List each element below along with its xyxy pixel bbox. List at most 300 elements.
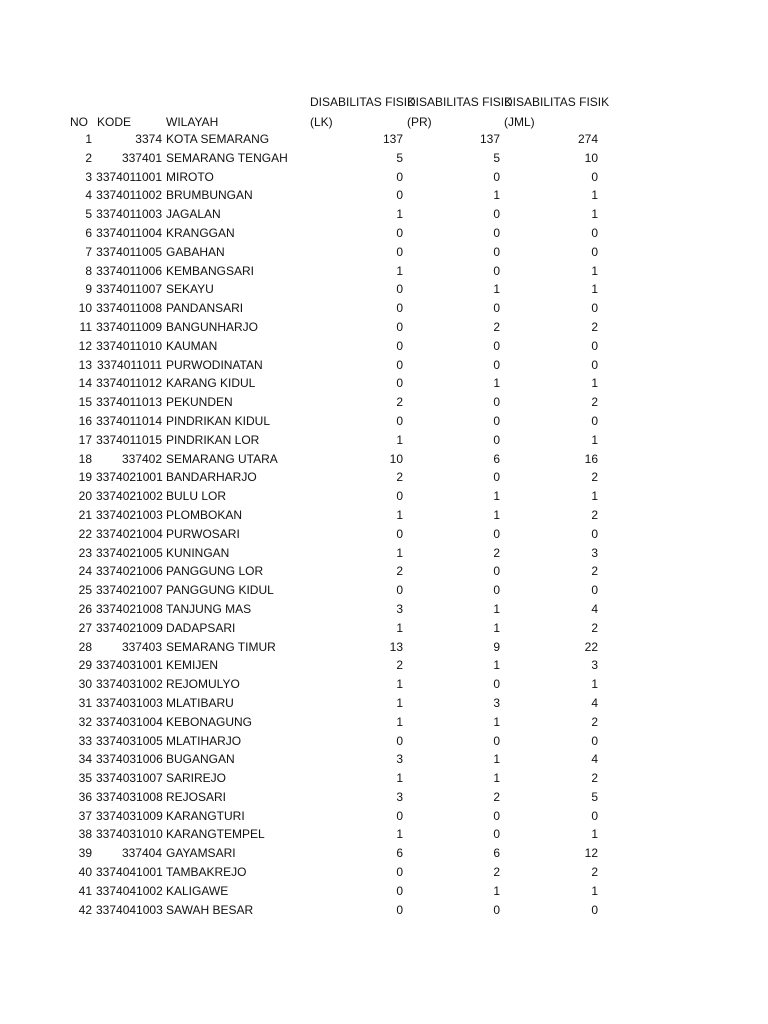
row-pr: 1 xyxy=(493,188,500,203)
row-wilayah: TAMBAKREJO xyxy=(166,865,247,880)
row-no: 23 xyxy=(78,545,92,560)
row-jml: 0 xyxy=(591,808,598,823)
row-pr: 0 xyxy=(493,244,500,259)
row-wilayah: KEMIJEN xyxy=(166,658,219,673)
row-wilayah: PLOMBOKAN xyxy=(166,507,243,522)
row-lk: 0 xyxy=(396,526,403,541)
row-jml: 0 xyxy=(591,225,598,240)
table-row xyxy=(0,374,768,393)
row-no: 35 xyxy=(78,771,92,786)
row-jml: 1 xyxy=(591,489,598,504)
row-jml: 0 xyxy=(591,526,598,541)
row-pr: 1 xyxy=(493,507,500,522)
row-no: 39 xyxy=(78,846,92,861)
row-jml: 3 xyxy=(591,658,598,673)
row-kode: 3374021006 xyxy=(96,564,163,579)
row-wilayah: SEMARANG TENGAH xyxy=(166,150,288,165)
row-wilayah: BULU LOR xyxy=(166,489,227,504)
header-jml-line1: DISABILITAS FISIK xyxy=(504,95,610,109)
row-jml: 0 xyxy=(591,413,598,428)
row-wilayah: JAGALAN xyxy=(166,207,221,222)
row-pr: 2 xyxy=(493,319,500,334)
row-no: 30 xyxy=(78,677,92,692)
row-jml: 1 xyxy=(591,207,598,222)
row-wilayah: PURWOSARI xyxy=(166,526,240,541)
row-no: 31 xyxy=(78,695,92,710)
row-kode: 3374031010 xyxy=(96,827,163,842)
row-lk: 1 xyxy=(396,545,403,560)
row-no: 16 xyxy=(78,413,92,428)
row-wilayah: BRUMBUNGAN xyxy=(166,188,253,203)
row-kode: 3374011009 xyxy=(96,319,162,334)
row-jml: 0 xyxy=(591,169,598,184)
row-kode: 3374031004 xyxy=(96,714,163,729)
table-row xyxy=(0,675,768,694)
row-no: 24 xyxy=(78,564,92,579)
row-wilayah: KEMBANGSARI xyxy=(166,263,255,278)
row-pr: 0 xyxy=(493,301,500,316)
row-pr: 0 xyxy=(493,338,500,353)
row-kode: 3374021007 xyxy=(96,583,163,598)
row-wilayah: REJOSARI xyxy=(166,789,227,804)
row-wilayah: PEKUNDEN xyxy=(166,395,233,410)
table-row xyxy=(0,863,768,882)
table-row xyxy=(0,825,768,844)
row-lk: 0 xyxy=(396,902,403,917)
row-lk: 0 xyxy=(396,282,403,297)
row-lk: 0 xyxy=(396,489,403,504)
table-row xyxy=(0,694,768,713)
table-row xyxy=(0,844,768,863)
row-lk: 0 xyxy=(396,865,403,880)
row-no: 2 xyxy=(85,150,92,165)
row-wilayah: PURWODINATAN xyxy=(166,357,263,372)
row-no: 15 xyxy=(78,395,92,410)
row-wilayah: PANDANSARI xyxy=(166,301,244,316)
row-kode: 3374031002 xyxy=(96,677,163,692)
row-no: 11 xyxy=(79,319,92,334)
row-lk: 0 xyxy=(396,413,403,428)
row-kode: 3374011004 xyxy=(96,225,162,240)
table-row xyxy=(0,713,768,732)
row-kode: 3374011003 xyxy=(96,207,162,222)
row-no: 13 xyxy=(78,357,92,372)
row-kode: 3374011012 xyxy=(96,376,162,391)
row-kode: 3374041002 xyxy=(96,883,163,898)
row-jml: 1 xyxy=(591,677,598,692)
row-jml: 2 xyxy=(591,470,598,485)
row-kode: 3374011002 xyxy=(96,188,162,203)
row-lk: 13 xyxy=(389,639,403,654)
row-wilayah: MIROTO xyxy=(166,169,214,184)
table-row xyxy=(0,600,768,619)
row-no: 27 xyxy=(78,620,92,635)
row-pr: 0 xyxy=(493,733,500,748)
row-lk: 2 xyxy=(396,395,403,410)
table-row xyxy=(0,186,768,205)
row-pr: 0 xyxy=(493,827,500,842)
row-wilayah: PINDRIKAN KIDUL xyxy=(166,413,271,428)
row-lk: 1 xyxy=(396,432,403,447)
table-row xyxy=(0,807,768,826)
table-row xyxy=(0,450,768,469)
row-lk: 5 xyxy=(396,150,403,165)
row-wilayah: SAWAH BESAR xyxy=(166,902,254,917)
row-jml: 0 xyxy=(591,244,598,259)
row-kode: 3374021005 xyxy=(96,545,163,560)
header-no: NO xyxy=(70,115,88,129)
row-kode: 3374031008 xyxy=(96,789,163,804)
row-pr: 1 xyxy=(493,282,500,297)
row-kode: 3374011005 xyxy=(96,244,162,259)
row-kode: 337402 xyxy=(121,451,162,466)
table-row xyxy=(0,243,768,262)
row-wilayah: KUNINGAN xyxy=(166,545,230,560)
row-no: 18 xyxy=(78,451,92,466)
row-lk: 2 xyxy=(396,470,403,485)
row-kode: 3374011013 xyxy=(96,395,162,410)
row-jml: 1 xyxy=(591,263,598,278)
row-no: 20 xyxy=(78,489,92,504)
row-jml: 2 xyxy=(591,620,598,635)
row-lk: 3 xyxy=(396,601,403,616)
header-pr-line2: (PR) xyxy=(407,115,432,129)
row-jml: 0 xyxy=(591,357,598,372)
row-jml: 1 xyxy=(591,432,598,447)
row-kode: 3374031007 xyxy=(96,771,163,786)
row-kode: 3374011010 xyxy=(96,338,162,353)
row-pr: 0 xyxy=(493,583,500,598)
table-row xyxy=(0,656,768,675)
row-no: 8 xyxy=(85,263,92,278)
row-jml: 1 xyxy=(591,376,598,391)
row-pr: 1 xyxy=(493,771,500,786)
row-lk: 1 xyxy=(396,827,403,842)
row-jml: 1 xyxy=(591,282,598,297)
table-body xyxy=(0,130,768,919)
row-jml: 0 xyxy=(591,301,598,316)
table-row xyxy=(0,318,768,337)
row-jml: 274 xyxy=(577,132,598,146)
table-row xyxy=(0,882,768,901)
row-pr: 1 xyxy=(493,883,500,898)
row-no: 41 xyxy=(78,883,92,898)
row-jml: 1 xyxy=(591,883,598,898)
table-row xyxy=(0,205,768,224)
table-row xyxy=(0,412,768,431)
row-kode: 3374031006 xyxy=(96,752,163,767)
row-kode: 3374011015 xyxy=(96,432,162,447)
row-kode: 3374011011 xyxy=(97,357,162,372)
row-kode: 3374011001 xyxy=(96,169,162,184)
row-kode: 3374041003 xyxy=(96,902,163,917)
table-row xyxy=(0,750,768,769)
table-row xyxy=(0,487,768,506)
row-pr: 0 xyxy=(493,169,500,184)
row-kode: 3374011014 xyxy=(96,413,162,428)
row-jml: 10 xyxy=(584,150,598,165)
row-lk: 3 xyxy=(396,789,403,804)
row-lk: 10 xyxy=(389,451,403,466)
table-row xyxy=(0,337,768,356)
row-wilayah: PANGGUNG LOR xyxy=(166,564,264,579)
table-row xyxy=(0,468,768,487)
row-wilayah: DADAPSARI xyxy=(166,620,236,635)
row-pr: 1 xyxy=(493,658,500,673)
row-no: 6 xyxy=(85,225,92,240)
table-row xyxy=(0,356,768,375)
row-wilayah: PANGGUNG KIDUL xyxy=(166,583,274,598)
row-wilayah: BUGANGAN xyxy=(166,752,235,767)
row-wilayah: KAUMAN xyxy=(166,338,218,353)
row-lk: 1 xyxy=(396,263,403,278)
table-row xyxy=(0,262,768,281)
row-jml: 0 xyxy=(591,902,598,917)
row-no: 26 xyxy=(78,601,92,616)
row-jml: 2 xyxy=(591,714,598,729)
row-wilayah: MLATIBARU xyxy=(166,695,234,710)
row-wilayah: KALIGAWE xyxy=(166,883,229,898)
row-pr: 1 xyxy=(493,601,500,616)
table-row xyxy=(0,769,768,788)
row-kode: 3374021002 xyxy=(96,489,163,504)
row-pr: 0 xyxy=(493,207,500,222)
row-jml: 2 xyxy=(591,319,598,334)
table-row xyxy=(0,525,768,544)
table-row xyxy=(0,619,768,638)
row-pr: 3 xyxy=(493,695,500,710)
row-no: 22 xyxy=(78,526,92,541)
row-lk: 1 xyxy=(396,695,403,710)
row-no: 33 xyxy=(78,733,92,748)
row-jml: 22 xyxy=(584,639,598,654)
table-row xyxy=(0,732,768,751)
row-no: 19 xyxy=(78,470,92,485)
row-kode: 3374021009 xyxy=(96,620,163,635)
row-wilayah: MLATIHARJO xyxy=(166,733,242,748)
table-row xyxy=(0,149,768,168)
row-pr: 0 xyxy=(493,808,500,823)
row-lk: 0 xyxy=(396,301,403,316)
row-wilayah: KRANGGAN xyxy=(166,225,235,240)
row-lk: 0 xyxy=(396,319,403,334)
row-no: 10 xyxy=(78,301,92,316)
table-row xyxy=(0,168,768,187)
row-pr: 0 xyxy=(493,395,500,410)
table-row xyxy=(0,393,768,412)
row-lk: 6 xyxy=(396,846,403,861)
row-wilayah: PINDRIKAN LOR xyxy=(166,432,260,447)
row-pr: 137 xyxy=(479,132,500,146)
row-jml: 4 xyxy=(591,752,598,767)
row-no: 1 xyxy=(85,132,92,146)
row-jml: 1 xyxy=(591,188,598,203)
row-pr: 0 xyxy=(493,564,500,579)
row-pr: 2 xyxy=(493,789,500,804)
row-pr: 0 xyxy=(493,526,500,541)
row-pr: 0 xyxy=(493,413,500,428)
row-pr: 5 xyxy=(493,150,500,165)
table-row xyxy=(0,544,768,563)
row-wilayah: KARANGTEMPEL xyxy=(166,827,265,842)
row-lk: 0 xyxy=(396,883,403,898)
row-kode: 3374011006 xyxy=(96,263,162,278)
row-jml: 0 xyxy=(591,338,598,353)
row-kode: 337404 xyxy=(121,846,162,861)
header-kode: KODE xyxy=(97,115,132,129)
row-kode: 337401 xyxy=(121,150,162,165)
row-jml: 5 xyxy=(591,789,598,804)
row-jml: 1 xyxy=(591,827,598,842)
row-jml: 0 xyxy=(591,733,598,748)
row-wilayah: SARIREJO xyxy=(166,771,227,786)
row-jml: 2 xyxy=(591,507,598,522)
row-lk: 1 xyxy=(396,507,403,522)
row-lk: 0 xyxy=(396,338,403,353)
row-kode: 3374011007 xyxy=(96,282,162,297)
row-lk: 0 xyxy=(396,188,403,203)
row-lk: 0 xyxy=(396,376,403,391)
row-wilayah: KARANG KIDUL xyxy=(166,376,256,391)
row-pr: 0 xyxy=(493,470,500,485)
row-wilayah: SEMARANG TIMUR xyxy=(166,639,276,654)
header-lk-line2: (LK) xyxy=(310,115,333,129)
row-no: 34 xyxy=(78,752,92,767)
row-lk: 1 xyxy=(396,771,403,786)
row-no: 14 xyxy=(78,376,92,391)
row-jml: 12 xyxy=(584,846,598,861)
row-no: 36 xyxy=(78,789,92,804)
row-kode: 3374021004 xyxy=(96,526,163,541)
row-pr: 1 xyxy=(493,714,500,729)
row-wilayah: SEMARANG UTARA xyxy=(166,451,278,466)
row-no: 25 xyxy=(78,583,92,598)
row-pr: 0 xyxy=(493,902,500,917)
row-pr: 0 xyxy=(493,677,500,692)
row-lk: 2 xyxy=(396,564,403,579)
row-no: 7 xyxy=(85,244,92,259)
row-jml: 4 xyxy=(591,695,598,710)
row-pr: 2 xyxy=(493,545,500,560)
row-kode: 3374 xyxy=(135,132,162,146)
row-lk: 1 xyxy=(396,677,403,692)
row-lk: 2 xyxy=(396,658,403,673)
row-jml: 2 xyxy=(591,865,598,880)
row-pr: 0 xyxy=(493,225,500,240)
row-lk: 0 xyxy=(396,244,403,259)
row-no: 32 xyxy=(78,714,92,729)
row-wilayah: REJOMULYO xyxy=(166,677,240,692)
row-kode: 3374031005 xyxy=(96,733,163,748)
table-row xyxy=(0,224,768,243)
row-no: 38 xyxy=(78,827,92,842)
row-wilayah: KOTA SEMARANG xyxy=(166,132,270,146)
row-pr: 0 xyxy=(493,357,500,372)
row-no: 29 xyxy=(78,658,92,673)
table-row xyxy=(0,280,768,299)
row-wilayah: TANJUNG MAS xyxy=(166,601,252,616)
row-pr: 9 xyxy=(493,639,500,654)
row-pr: 1 xyxy=(493,752,500,767)
row-kode: 3374011008 xyxy=(96,301,162,316)
row-jml: 2 xyxy=(591,564,598,579)
row-no: 37 xyxy=(78,808,92,823)
row-no: 9 xyxy=(85,282,92,297)
row-lk: 0 xyxy=(396,583,403,598)
row-pr: 6 xyxy=(493,846,500,861)
row-jml: 0 xyxy=(591,583,598,598)
row-kode: 3374041001 xyxy=(96,865,163,880)
row-lk: 137 xyxy=(382,132,403,146)
row-kode: 3374031003 xyxy=(96,695,163,710)
row-lk: 1 xyxy=(396,207,403,222)
header-jml-line2: (JML) xyxy=(504,115,535,129)
row-kode: 3374031009 xyxy=(96,808,163,823)
table-row xyxy=(0,901,768,920)
header-lk-line1: DISABILITAS FISIK xyxy=(310,95,416,109)
row-no: 5 xyxy=(85,207,92,222)
row-wilayah: SEKAYU xyxy=(166,282,214,297)
row-no: 42 xyxy=(78,902,92,917)
header-wilayah: WILAYAH xyxy=(166,115,219,129)
row-lk: 0 xyxy=(396,808,403,823)
table-row xyxy=(0,562,768,581)
table-row xyxy=(0,299,768,318)
row-lk: 1 xyxy=(396,620,403,635)
row-no: 28 xyxy=(78,639,92,654)
row-pr: 0 xyxy=(493,263,500,278)
row-lk: 0 xyxy=(396,169,403,184)
table-row xyxy=(0,431,768,450)
row-lk: 3 xyxy=(396,752,403,767)
row-jml: 2 xyxy=(591,395,598,410)
row-pr: 2 xyxy=(493,865,500,880)
row-wilayah: BANGUNHARJO xyxy=(166,319,259,334)
row-pr: 0 xyxy=(493,432,500,447)
row-jml: 16 xyxy=(584,451,598,466)
row-lk: 0 xyxy=(396,733,403,748)
row-pr: 1 xyxy=(493,620,500,635)
row-jml: 4 xyxy=(591,601,598,616)
row-wilayah: KEBONAGUNG xyxy=(166,714,253,729)
row-no: 3 xyxy=(85,169,92,184)
row-pr: 1 xyxy=(493,376,500,391)
row-wilayah: BANDARHARJO xyxy=(166,470,257,485)
row-jml: 2 xyxy=(591,771,598,786)
row-lk: 0 xyxy=(396,225,403,240)
row-kode: 3374031001 xyxy=(96,658,163,673)
row-wilayah: GAYAMSARI xyxy=(166,846,236,861)
row-pr: 1 xyxy=(493,489,500,504)
table-row xyxy=(0,581,768,600)
table-row xyxy=(0,788,768,807)
table-row xyxy=(0,130,768,149)
row-no: 40 xyxy=(78,865,92,880)
header-pr-line1: DISABILITAS FISIK xyxy=(407,95,513,109)
row-pr: 6 xyxy=(493,451,500,466)
row-lk: 1 xyxy=(396,714,403,729)
row-jml: 3 xyxy=(591,545,598,560)
row-lk: 0 xyxy=(396,357,403,372)
row-wilayah: GABAHAN xyxy=(166,244,225,259)
row-kode: 337403 xyxy=(121,639,162,654)
row-no: 4 xyxy=(85,188,92,203)
row-wilayah: KARANGTURI xyxy=(166,808,245,823)
row-kode: 3374021001 xyxy=(96,470,163,485)
row-no: 17 xyxy=(78,432,92,447)
table-row xyxy=(0,638,768,657)
row-kode: 3374021008 xyxy=(96,601,163,616)
